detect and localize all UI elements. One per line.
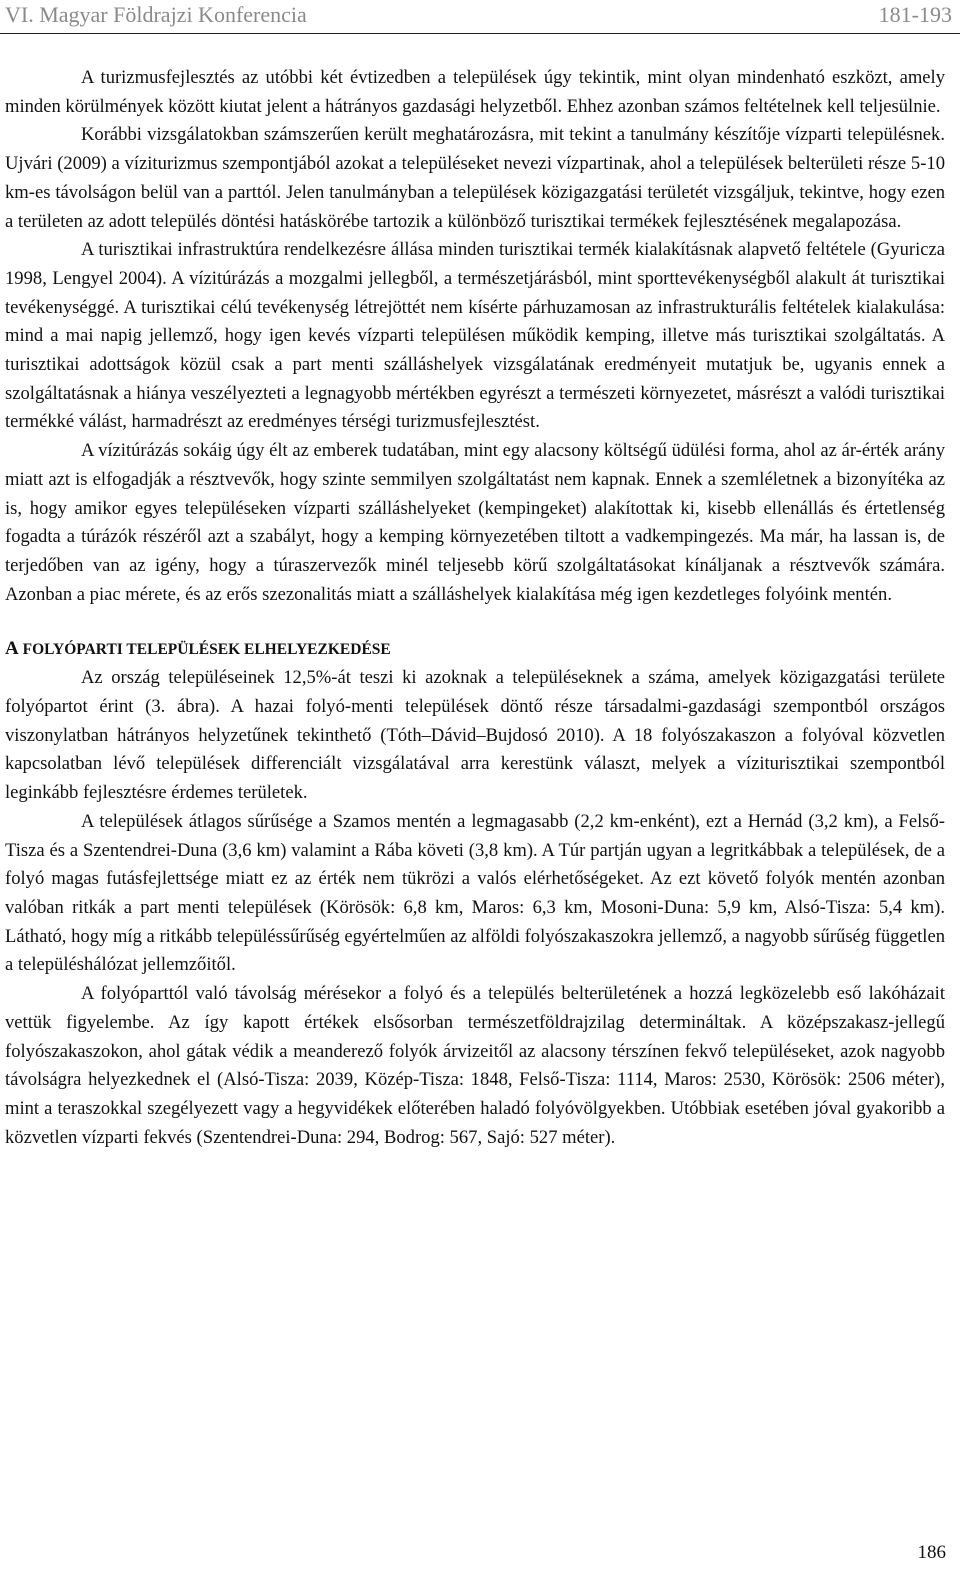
body-after-heading: [5, 664, 945, 1152]
page-number: 186: [917, 1542, 946, 1563]
page-content: [5, 64, 945, 1152]
paragraph: Az ország településeinek 12,5%-át teszi ki azoknak a településeknek a száma, amelyek közigazgatási területe folyópartot érint (3. ábra). A hazai folyó-menti települések döntő része társadalmi-gazdasági szempontból országos viszonylatban hátrányos helyzetűnek tekinthető (Tóth–Dávid–Bujdosó 2010). A 18 folyószakaszon a folyóval közvetlen kapcsolatban lévő települések differenciált vizsgálatával arra kerestünk választ, melyek a víziturisztikai szempontból leginkább fejlesztésre érdemes területek.: [5, 667, 945, 804]
section-heading-text: FOLYÓPARTI TELEPÜLÉSEK ELHELYEZKEDÉSE: [18, 641, 391, 659]
paragraph: A települések átlagos sűrűsége a Szamos mentén a legmagasabb (2,2 km-enként), ezt a Hernád (3,2 km), a Felső-Tisza és a Szentendrei-Duna (3,6 km) valamint a Rába követi (3,8 km). A Túr partján ugyan a legritkábbak a települések, de a folyó magas futásfejlettsége miatt ez az érték nem tükrözi a valós elérhetőségeket. Az ezt követő folyók mentén azonban valóban ritkák a part menti települések (Körösök: 6,8 km, Maros: 6,3 km, Mosoni-Duna: 5,9 km, Alsó-Tisza: 5,4 km). Látható, hogy míg a ritkább településsűrűség egyértelműen az alföldi folyószakaszokra jellemző, a nagyobb sűrűség független a településhálózat jellemzőitől.: [5, 810, 945, 976]
header-title: VI. Magyar Földrajzi Konferencia: [5, 2, 307, 27]
section-heading: [5, 635, 945, 664]
section-heading-initial: A: [5, 638, 19, 660]
header-page-range: 181-193: [878, 2, 952, 27]
body-before-heading: [5, 64, 945, 609]
paragraph: A turisztikai infrastruktúra rendelkezésre állása minden turisztikai termék kialakításnak alapvető feltétele (Gyuricza 1998, Lengyel 2004). A vízitúrázás a mozgalmi jellegből, a természetjárásból, mint sporttevékenységből alakult át turisztikai tevékenységgé. A turisztikai célú tevékenység létrejöttét nem kísérte párhuzamosan az infrastrukturális feltételek kialakulása: mind a mai napig jellemző, hogy igen kevés vízparti településen működik kemping, illetve más turisztikai szolgáltatás. A turisztikai adottságok közül csak a part menti szálláshelyek vizsgálatának eredményeit mutatjuk be, ugyanis ennek a szolgáltatásnak a hiánya veszélyezteti a legnagyobb mértékben egyrészt a természeti környezetet, másrészt a valódi turisztikai termékké válást, harmadrészt az eredményes térségi turizmusfejlesztést.: [5, 239, 945, 433]
paragraph: A folyóparttól való távolság mérésekor a folyó és a település belterületének a hozzá legközelebb eső lakóházait vettük figyelembe. Az így kapott értékek elsősorban természetföldrajzilag determináltak. A középszakasz-jellegű folyószakaszokon, ahol gátak védik a meanderező folyók árvizeitől az alacsony térszínen fekvő településeket, azok nagyobb távolságra helyezkednek el (Alsó-Tisza: 2039, Közép-Tisza: 1848, Felső-Tisza: 1114, Maros: 2530, Körösök: 2506 méter), mint a teraszokkal szegélyezett vagy a hegyvidékek előterében haladó folyóvölgyekben. Utóbbiak esetében jóval gyakoribb a közvetlen vízparti fekvés (Szentendrei-Duna: 294, Bodrog: 567, Sajó: 527 méter).: [5, 983, 945, 1148]
paragraph: Korábbi vizsgálatokban számszerűen került meghatározásra, mit tekint a tanulmány készítője vízparti településnek. Ujvári (2009) a víziturizmus szempontjából azokat a településeket nevezi vízpartinak, ahol a települések belterületi része 5-10 km-es távolságon belül van a parttól. Jelen tanulmányban a települések közigazgatási területét vizsgáljuk, tekintve, hogy ezen a területen az adott település döntési hatáskörébe tartozik a különböző turisztikai termékek fejlesztésének megalapozása.: [5, 124, 945, 232]
paragraph: A vízitúrázás sokáig úgy élt az emberek tudatában, mint egy alacsony költségű üdülési forma, ahol az ár-érték arány miatt azt is elfogadják a résztvevők, hogy szinte semmilyen szolgáltatást nem kapnak. Ennek a szemléletnek a bizonyítéka az is, hogy amikor egyes településeken vízparti szálláshelyeket (kempingeket) alakítottak ki, kisebb ellenállás és értetlenség fogadta a túrázók részéről azt a szabályt, hogy a kemping környezetében tiltott a vadkempingezés. Ma már, ha lassan is, de terjedőben van az igény, hogy a túraszervezők minél teljesebb körű szolgáltatásokat kínáljanak a résztvevők számára. Azonban a piac mérete, és az erős szezonalitás miatt a szálláshelyek kialakítása még igen kezdetleges folyóink mentén.: [5, 440, 945, 605]
running-header: [0, 0, 960, 34]
paragraph: A turizmusfejlesztés az utóbbi két évtizedben a települések úgy tekintik, mint olyan mindenható eszközt, amely minden körülmények között kiutat jelent a hátrányos gazdasági helyzetből. Ehhez azonban számos feltételnek kell teljesülnie.: [5, 67, 945, 117]
